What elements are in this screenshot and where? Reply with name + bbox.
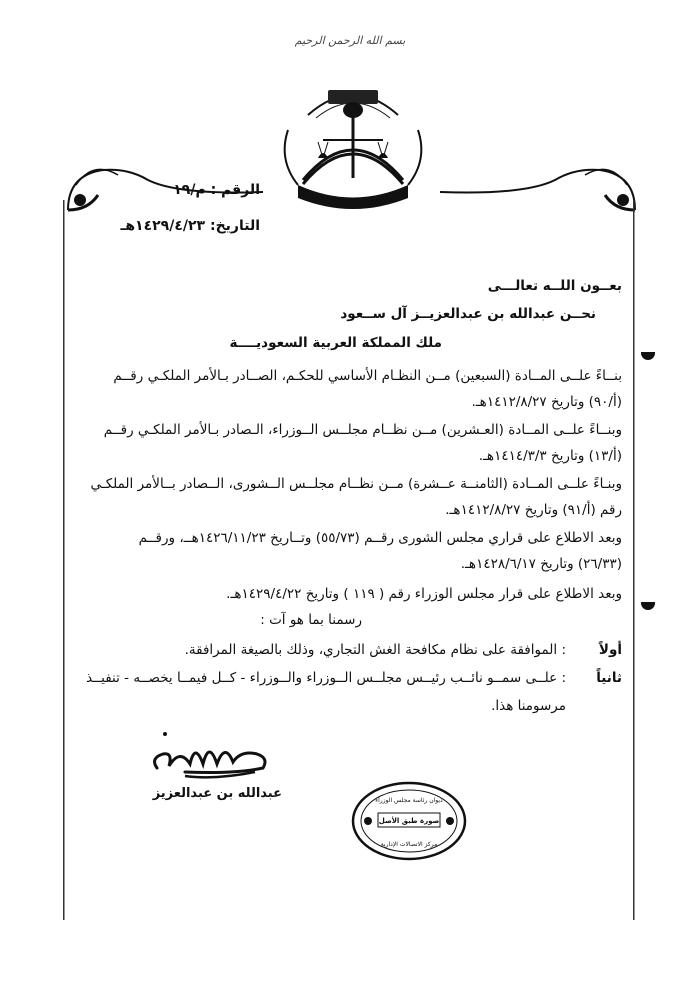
decree-intro: رسمنا بما هو آت :	[260, 612, 362, 628]
recital-3-line-2: رقم (أ/٩١) وتاريخ ١٤١٢/٨/٢٧هـ.	[445, 502, 622, 518]
recital-4-line-1: وبعد الاطلاع على قراري مجلس الشورى رقــم (٥٥/٧٣) وتــاريخ ١٤٢٦/١١/٢٣هــ، ورقــم	[138, 530, 622, 546]
invocation: بعــون اللــه تعالـــى	[487, 278, 622, 294]
article-1-text: : الموافقة على نظام مكافحة الغش التجاري، وذلك بالصيغة المرافقة.	[184, 642, 566, 658]
issuer-line: نحــن عبدالله بن عبدالعزيــز آل ســعود	[340, 306, 596, 322]
signatory-name: عبدالله بن عبدالعزيز	[152, 786, 282, 801]
right-border-rule	[631, 200, 635, 920]
handwritten-signature	[145, 728, 275, 788]
recital-2-line-1: وبنــاءً علــى المــادة (العـشرين) مــن نظــام مجلــس الــوزراء، الـصادر بـالأمر الملكـي رقــم	[103, 422, 622, 438]
issuer-title: ملك المملكة العربية السعوديــــة	[229, 335, 442, 351]
svg-text:صورة طبق الأصل: صورة طبق الأصل	[378, 817, 440, 825]
article-2-text-cont: مرسومنا هذا.	[491, 698, 566, 714]
svg-text:مركز الاتصالات الإدارية: مركز الاتصالات الإدارية	[380, 841, 438, 848]
recital-5: وبعد الاطلاع على قرار مجلس الوزراء رقم ( ١١٩ ) وتاريخ ١٤٢٩/٤/٢٢هـ.	[226, 586, 622, 602]
article-2-text: : علــى سمــو نائــب رئيــس مجلــس الــوزراء والــوزراء - كــل فيمــا يخصــه - تنفيــذ	[86, 670, 566, 686]
basmala: بسم الله الرحمن الرحيم	[294, 34, 406, 47]
recital-4-line-2: (٢٦/٣٣) وتاريخ ١٤٢٨/٦/١٧هـ.	[460, 556, 622, 572]
recital-2-line-2: (أ/١٣) وتاريخ ١٤١٤/٣/٣هـ.	[478, 448, 622, 464]
article-2-label: ثانياً	[596, 670, 622, 686]
svg-text:ديوان رئاسة مجلس الوزراء: ديوان رئاسة مجلس الوزراء	[375, 797, 443, 804]
recital-3-line-1: وبنـاءً علــى المــادة (الثامنــة عــشرة) مــن نظــام مجلــس الــشورى، الــصادر بــالأمر الملكـي	[90, 476, 622, 492]
margin-mark-top	[641, 352, 655, 360]
recital-1-line-1: بنــاءً علــى المــادة (السبعين) مــن النظـام الأساسي للحكـم، الصــادر بـالأمر الملكـي رقــم	[113, 368, 622, 384]
recital-1-line-2: (أ/٩٠) وتاريخ ١٤١٢/٨/٢٧هـ.	[471, 394, 622, 410]
certified-copy-stamp	[350, 780, 468, 862]
margin-mark-bottom	[641, 602, 655, 610]
article-1-label: أولاً	[598, 642, 622, 658]
reference-number: الرقم : م/١٩	[173, 182, 260, 198]
reference-date: التاريخ: ١٤٢٩/٤/٢٣هـ	[120, 218, 260, 234]
decree-body	[62, 0, 622, 1000]
